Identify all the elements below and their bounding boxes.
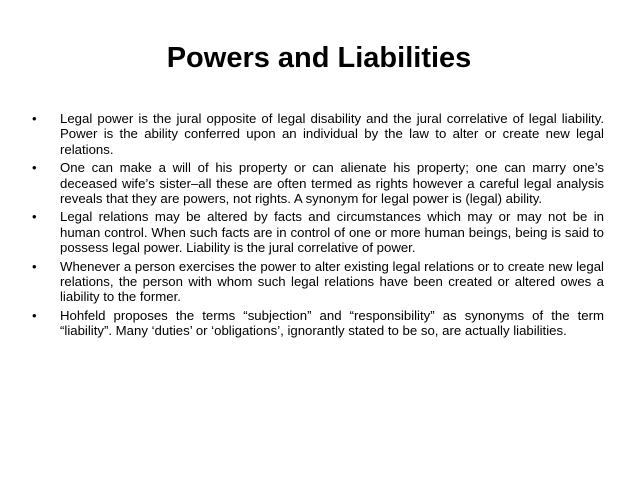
bullet-text: Legal relations may be altered by facts and circumstances which may or may not be in human control. When such facts are in control of one or more human beings, being is said to possess legal power. Liability is the jural correlative of power. xyxy=(60,209,604,256)
bullet-dot-icon: • xyxy=(32,307,37,323)
bullet-dot-icon: • xyxy=(32,160,37,176)
bullet-item-2 xyxy=(30,160,604,206)
bullet-item-3 xyxy=(30,209,604,255)
bullet-list xyxy=(30,111,604,342)
bullet-text: One can make a will of his property or can alienate his property; one can marry one’s deceased wife’s sister–all these are often termed as rights however a careful legal analysis reveals that they are powers, not rights. A synonym for legal power is (legal) ability. xyxy=(60,160,604,207)
bullet-item-5 xyxy=(30,308,604,339)
bullet-dot-icon: • xyxy=(32,209,37,225)
bullet-item-1 xyxy=(30,111,604,157)
bullet-text: Legal power is the jural opposite of legal disability and the jural correlative of legal liability. Power is the ability conferred upon an individual by the law to alter or create new legal relations. xyxy=(60,111,604,157)
slide-title: Powers and Liabilities xyxy=(166,42,472,74)
bullet-text: Whenever a person exercises the power to alter existing legal relations or to create new legal relations, the person with whom such legal relations have been created or altered owes a liability to the former. xyxy=(60,258,604,305)
bullet-item-4 xyxy=(30,259,604,305)
bullet-text: Hohfeld proposes the terms “subjection” and “responsibility” as synonyms of the term “liability”. Many ‘duties’ or ‘obligations’, ignorantly stated to be so, are actually liabilities. xyxy=(60,307,604,339)
bullet-dot-icon: • xyxy=(32,258,37,274)
bullet-dot-icon: • xyxy=(32,111,37,126)
